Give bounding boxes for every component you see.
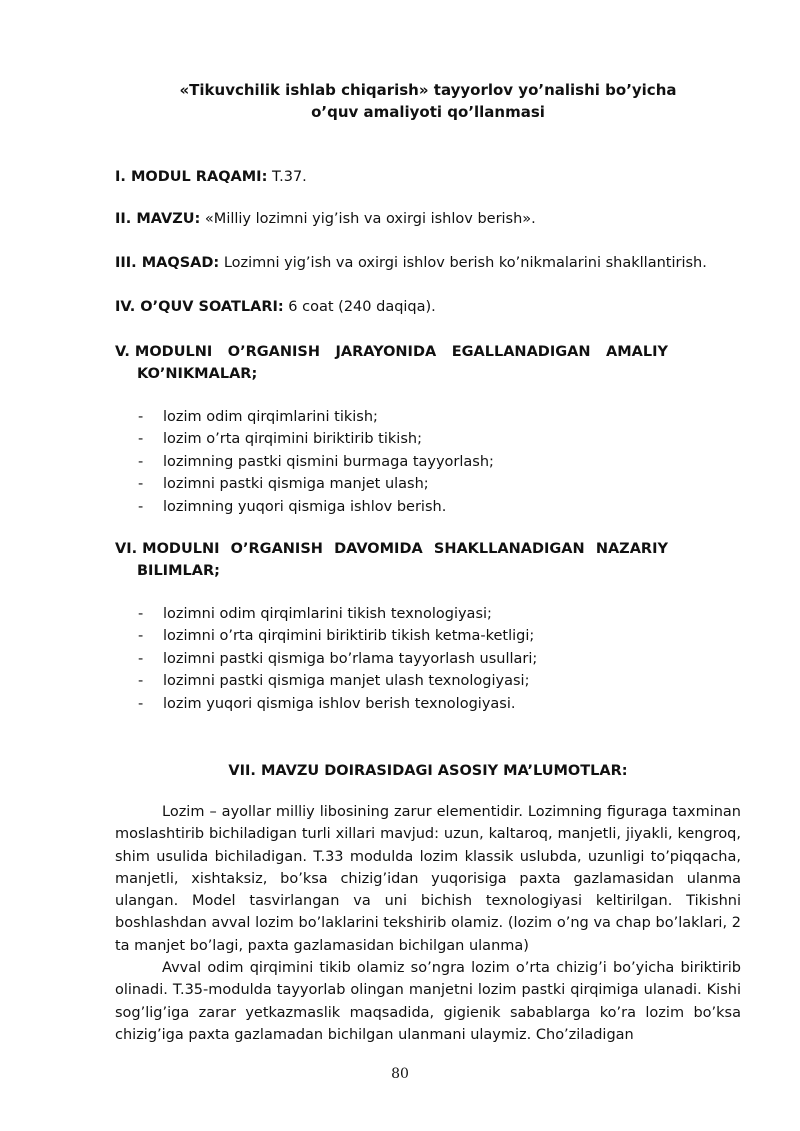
heading-word: O’RGANISH: [227, 344, 320, 360]
section-label: II. MAVZU:: [115, 211, 201, 227]
list-item-text: lozimni pastki qismiga bo’rlama tayyorlash usullari;: [163, 650, 538, 667]
heading-line-2: KO’NIKMALAR;: [137, 366, 258, 382]
dash-bullet: -: [138, 606, 144, 622]
section-value: T.37.: [267, 169, 307, 185]
dash-bullet: -: [138, 453, 144, 470]
list-item: [138, 648, 718, 670]
section-maqsad: [115, 252, 741, 274]
dash-bullet: -: [138, 650, 144, 667]
body-text: [115, 801, 741, 1046]
heading-word: V. MODULNI: [115, 344, 213, 360]
list-item-text: lozim odim qirqimlarini tikish;: [163, 409, 378, 425]
list-item-text: lozim yuqori qismiga ishlov berish texnologiyasi.: [163, 695, 516, 712]
dash-bullet: -: [138, 431, 144, 448]
paragraph: Lozim – ayollar milliy libosining zarur elementidir. Lozimning figuraga taxminan moslashtirib bichiladigan turli xillari mavjud: uzun, kaltaroq, manjetli, jiyakli, kengroq, shim usulida bichiladigan. T.33 modulda lozim klassik uslubda, uzunligi to’piqqacha, manjetli, xishtaksiz, bo’ksa chizig’idan yuqorisiga paxta gazlamasidan ulanma ulangan. Model tasvirlangan va uni bichish texnologiyasi keltirilgan. Tikishni boshlashdan avval lozim bo’laklarini tekshirib olamiz. (lozim o’ng va chap bo’laklari, 2 ta manjet bo’lagi, paxta gazlamasidan bichilgan ulanma): [115, 804, 741, 954]
list-item-text: lozimning pastki qismini burmaga tayyorlash;: [163, 453, 494, 470]
list-item-text: lozimni o’rta qirqimini biriktirib tikish ketma-ketligi;: [163, 628, 535, 645]
section-label: IV. O’QUV SOATLARI:: [115, 299, 284, 315]
section-value: 6 coat (240 daqiqa).: [283, 299, 436, 315]
section-5-heading: [115, 341, 668, 385]
section-mavzu: [115, 208, 741, 230]
list-item: [138, 693, 718, 715]
document-title: [115, 79, 741, 123]
list-item-text: lozimni pastki qismiga manjet ulash texnologiyasi;: [163, 673, 530, 690]
heading-word: JARAYONIDA: [335, 344, 437, 360]
section-modul-raqami: [115, 166, 741, 188]
list-item: [138, 473, 718, 495]
list-item: [138, 670, 718, 692]
list-item: [138, 406, 718, 428]
dash-bullet: -: [138, 476, 144, 493]
paragraph: Avval odim qirqimini tikib olamiz so’ngra lozim o’rta chizig’i bo’yicha biriktirib olinadi. T.35-modulda tayyorlab olingan manjetni lozim pastki qirqimiga ulanadi. Kishi sog’lig’iga zarar yetkazmaslik maqsadida, gigienik sabablarga ko’ra lozim bo’ksa chizig’iga paxta gazlamadan bichilgan ulanmani ulaymiz. Cho’ziladigan: [115, 960, 741, 1043]
list-item: [138, 625, 718, 647]
heading-word: EGALLANADIGAN: [451, 344, 591, 360]
document-title-line-2: o’quv amaliyoti qo’llanmasi: [311, 103, 545, 121]
list-item: [138, 603, 718, 625]
heading-word: O’RGANISH: [230, 541, 323, 557]
heading-word: DAVOMIDA: [334, 541, 423, 557]
heading-line-2: BILIMLAR;: [137, 563, 220, 579]
section-6-heading: [115, 538, 668, 582]
dash-bullet: -: [138, 628, 144, 645]
list-item: [138, 451, 718, 473]
list-item: [138, 496, 718, 518]
heading-word: AMALIY: [605, 344, 668, 360]
dash-bullet: -: [138, 409, 144, 425]
heading-word: NAZARIY: [595, 541, 668, 557]
skills-list: [138, 406, 718, 518]
document-title-line-1: «Tikuvchilik ishlab chiqarish» tayyorlov yo’nalishi bo’yicha: [179, 81, 677, 99]
section-oquv-soatlari: [115, 296, 741, 318]
list-item-text: lozimni odim qirqimlarini tikish texnologiyasi;: [163, 606, 492, 622]
section-value: «Milliy lozimni yig’ish va oxirgi ishlov berish».: [200, 211, 536, 227]
knowledge-list: [138, 603, 718, 715]
heading-word: VI. MODULNI: [115, 541, 220, 557]
list-item-text: lozimni pastki qismiga manjet ulash;: [163, 476, 429, 493]
dash-bullet: -: [138, 498, 144, 515]
section-value: Lozimni yig’ish va oxirgi ishlov berish ko’nikmalarini shakllantirish.: [219, 255, 707, 271]
section-label: III. MAQSAD:: [115, 255, 220, 271]
heading-word: SHAKLLANADIGAN: [433, 541, 585, 557]
section-7-heading: VII. MAVZU DOIRASIDAGI ASOSIY MA’LUMOTLAR:: [228, 763, 628, 779]
list-item: [138, 428, 718, 450]
dash-bullet: -: [138, 695, 144, 712]
list-item-text: lozimning yuqori qismiga ishlov berish.: [163, 498, 447, 515]
page-number: 80: [391, 1066, 409, 1082]
list-item-text: lozim o’rta qirqimini biriktirib tikish;: [163, 431, 422, 448]
dash-bullet: -: [138, 673, 144, 690]
section-label: I. MODUL RAQAMI:: [115, 169, 268, 185]
